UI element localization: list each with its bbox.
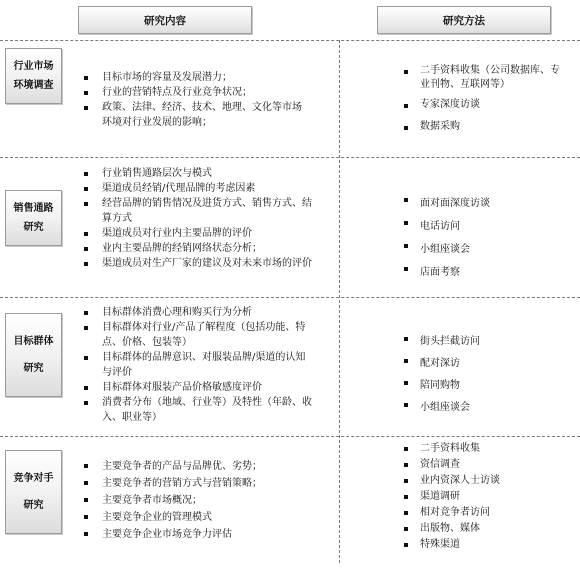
list-item: 消费者分布（地域、行业等）及特性（年龄、收入、职业等）	[82, 395, 314, 425]
list-item: 相对竞争者访问	[402, 505, 562, 521]
category-market-environment	[5, 48, 62, 104]
section-divider	[0, 297, 580, 298]
method-list-sales-channel	[402, 192, 562, 284]
list-item: 政策、法律、经济、技术、地理、文化等市场环境对行业发展的影响；	[82, 100, 302, 130]
category-title-line: 目标群体	[13, 336, 54, 347]
list-item: 业内主要品牌的经销网络状态分析；	[82, 241, 316, 256]
list-item: 特殊渠道	[402, 537, 562, 553]
list-item: 目标市场的容量及发展潜力；	[82, 70, 302, 85]
list-item: 渠道成员对生产厂家的建议及对未来市场的评价	[82, 256, 316, 271]
header-research-content-label: 研究内容	[144, 14, 186, 27]
list-item: 街头拦截访问	[402, 331, 562, 353]
content-list-market-environment	[82, 70, 302, 130]
list-item: 配对深访	[402, 353, 562, 375]
list-item: 店面考察	[402, 261, 562, 284]
category-competitor	[5, 450, 62, 534]
method-list-market-environment	[402, 64, 562, 134]
content-list-target-group	[82, 305, 314, 425]
header-research-method-label: 研究方法	[443, 14, 485, 27]
category-title-line: 竞争对手	[13, 473, 54, 484]
list-item: 渠道成员对行业内主要品牌的评价	[82, 226, 316, 241]
header-research-content	[78, 6, 252, 34]
section-divider	[0, 436, 580, 437]
list-item: 主要竞争者市场概况；	[82, 492, 314, 509]
list-item: 小组座谈会	[402, 238, 562, 261]
section-divider	[0, 40, 580, 41]
list-item: 行业的营销特点及行业竞争状况；	[82, 85, 302, 100]
list-item: 行业销售通路层次与模式	[82, 166, 316, 181]
list-item: 资信调查	[402, 457, 562, 473]
category-title-line: 行业市场	[13, 61, 54, 72]
list-item: 主要竞争者的营销方式与营销策略；	[82, 475, 314, 492]
list-item: 业内资深人士访谈	[402, 473, 562, 489]
list-item: 面对面深度访谈	[402, 192, 562, 215]
category-target-group	[5, 313, 62, 397]
content-list-competitor	[82, 458, 314, 543]
list-item: 主要竞争企业市场竞争力评估	[82, 526, 314, 543]
list-item: 主要竞争者的产品与品牌优、劣势；	[82, 458, 314, 475]
list-item: 小组座谈会	[402, 397, 562, 419]
list-item: 数据采购	[402, 120, 562, 134]
list-item: 二手资料收集（公司数据库、专业刊物、互联网等）	[402, 64, 562, 92]
list-item: 陪同购物	[402, 375, 562, 397]
header-research-method	[377, 6, 551, 34]
list-item: 渠道成员经销/代理品牌的考虑因素	[82, 181, 316, 196]
category-title-line: 研究	[23, 363, 44, 374]
category-title-line: 研究	[23, 500, 44, 511]
section-divider	[0, 157, 580, 158]
list-item: 专家深度访谈	[402, 98, 562, 112]
list-item: 出版物、媒体	[402, 521, 562, 537]
list-item: 电话访问	[402, 215, 562, 238]
category-title-line: 销售通路	[13, 203, 54, 214]
list-item: 目标群体消费心理和购买行为分析	[82, 305, 314, 320]
column-divider	[339, 40, 340, 563]
list-item: 主要竞争企业的管理模式	[82, 509, 314, 526]
list-item: 经营品牌的销售情况及进货方式、销售方式、结算方式	[82, 196, 316, 226]
list-item: 目标群体的品牌意识、对服装品牌/渠道的认知与评价	[82, 350, 314, 380]
category-title-line: 研究	[23, 222, 44, 233]
list-item: 目标群体对行业/产品了解程度（包括功能、特点、价格、包装等）	[82, 320, 314, 350]
category-title-line: 环境调查	[13, 80, 54, 91]
list-item: 渠道调研	[402, 489, 562, 505]
method-list-competitor	[402, 441, 562, 553]
content-list-sales-channel	[82, 166, 316, 271]
list-item: 二手资料收集	[402, 441, 562, 457]
category-sales-channel	[5, 190, 62, 246]
method-list-target-group	[402, 331, 562, 419]
list-item: 目标群体对服装产品价格敏感度评价	[82, 380, 314, 395]
